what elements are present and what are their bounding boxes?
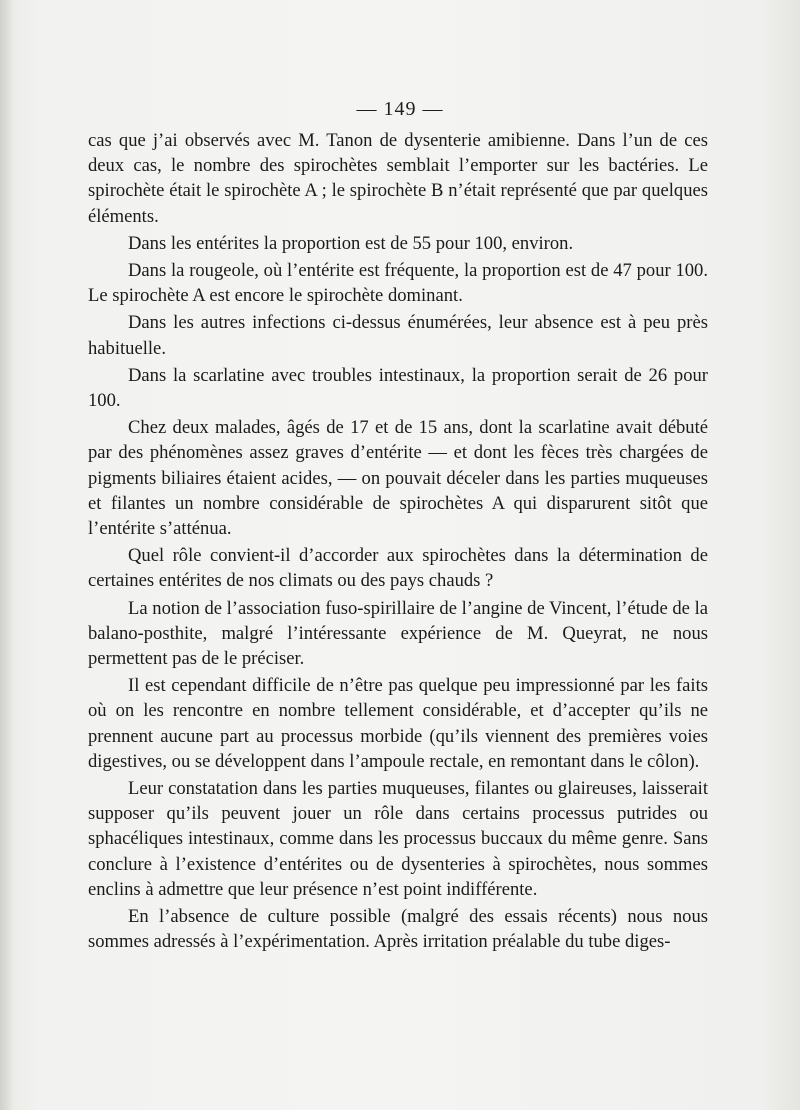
body-text bbox=[88, 128, 708, 957]
paragraph-5: Dans la scarlatine avec troubles intestinaux, la proportion serait de 26 pour 100. bbox=[88, 364, 708, 412]
paragraph-11: En l’absence de culture possible (malgré des essais récents) nous nous sommes adressés à l’expérimentation. Après irritation préalable du tube diges- bbox=[88, 906, 708, 953]
paragraph-6: Chez deux malades, âgés de 17 et de 15 ans, dont la scarlatine avait débuté par des phénomènes assez graves d’entérite — et dont les fèces très chargées de pigments biliaires étaient acides, — on pouvait déceler dans les parties muqueuses et filantes un nombre considérable de spirochètes A qui disparurent sitôt que l’entérite s’atténua. bbox=[88, 417, 708, 540]
paragraph-7: Quel rôle convient-il d’accorder aux spirochètes dans la détermination de certaines entérites de nos climats ou des pays chauds ? bbox=[88, 545, 708, 592]
paragraph-1: cas que j’ai observés avec M. Tanon de dysenterie amibienne. Dans l’un de ces deux cas, le nombre des spirochètes semblait l’emporter sur les bactéries. Le spirochète était le spirochète A ; le spirochète B n’était représenté que par quelques éléments. bbox=[88, 130, 708, 227]
paragraph-9: Il est cependant difficile de n’être pas quelque peu impressionné par les faits où on les rencontre en nombre tellement considérable, et d’accepter qu’ils ne prennent aucune part au processus morbide (qu’ils viennent des premières voies digestives, ou se développent dans l’ampoule rectale, en remontant dans le côlon). bbox=[88, 675, 708, 772]
binding-shadow bbox=[0, 0, 14, 1110]
paragraph-10: Leur constatation dans les parties muqueuses, filantes ou glaireuses, laisserait supposer qu’ils peuvent jouer un rôle dans certains processus putrides ou sphacéliques intestinaux, comme dans les processus buccaux du même genre. Sans conclure à l’existence d’entérites ou de dysenteries à spirochètes, nous sommes enclins à admettre que leur présence n’est point indifférente. bbox=[88, 778, 708, 900]
page-number: — 149 — bbox=[356, 98, 444, 120]
paragraph-3: Dans la rougeole, où l’entérite est fréquente, la proportion est de 47 pour 100. Le spirochète A est encore le spirochète dominant. bbox=[88, 260, 708, 307]
paragraph-2: Dans les entérites la proportion est de 55 pour 100, environ. bbox=[128, 232, 574, 254]
paragraph-4: Dans les autres infections ci-dessus énumérées, leur absence est à peu près habituelle. bbox=[88, 312, 708, 359]
paragraph-8: La notion de l’association fuso-spirillaire de l’angine de Vincent, l’étude de la balano-posthite, malgré l’intéressante expérience de M. Queyrat, ne nous permettent pas de le préciser. bbox=[88, 597, 708, 670]
